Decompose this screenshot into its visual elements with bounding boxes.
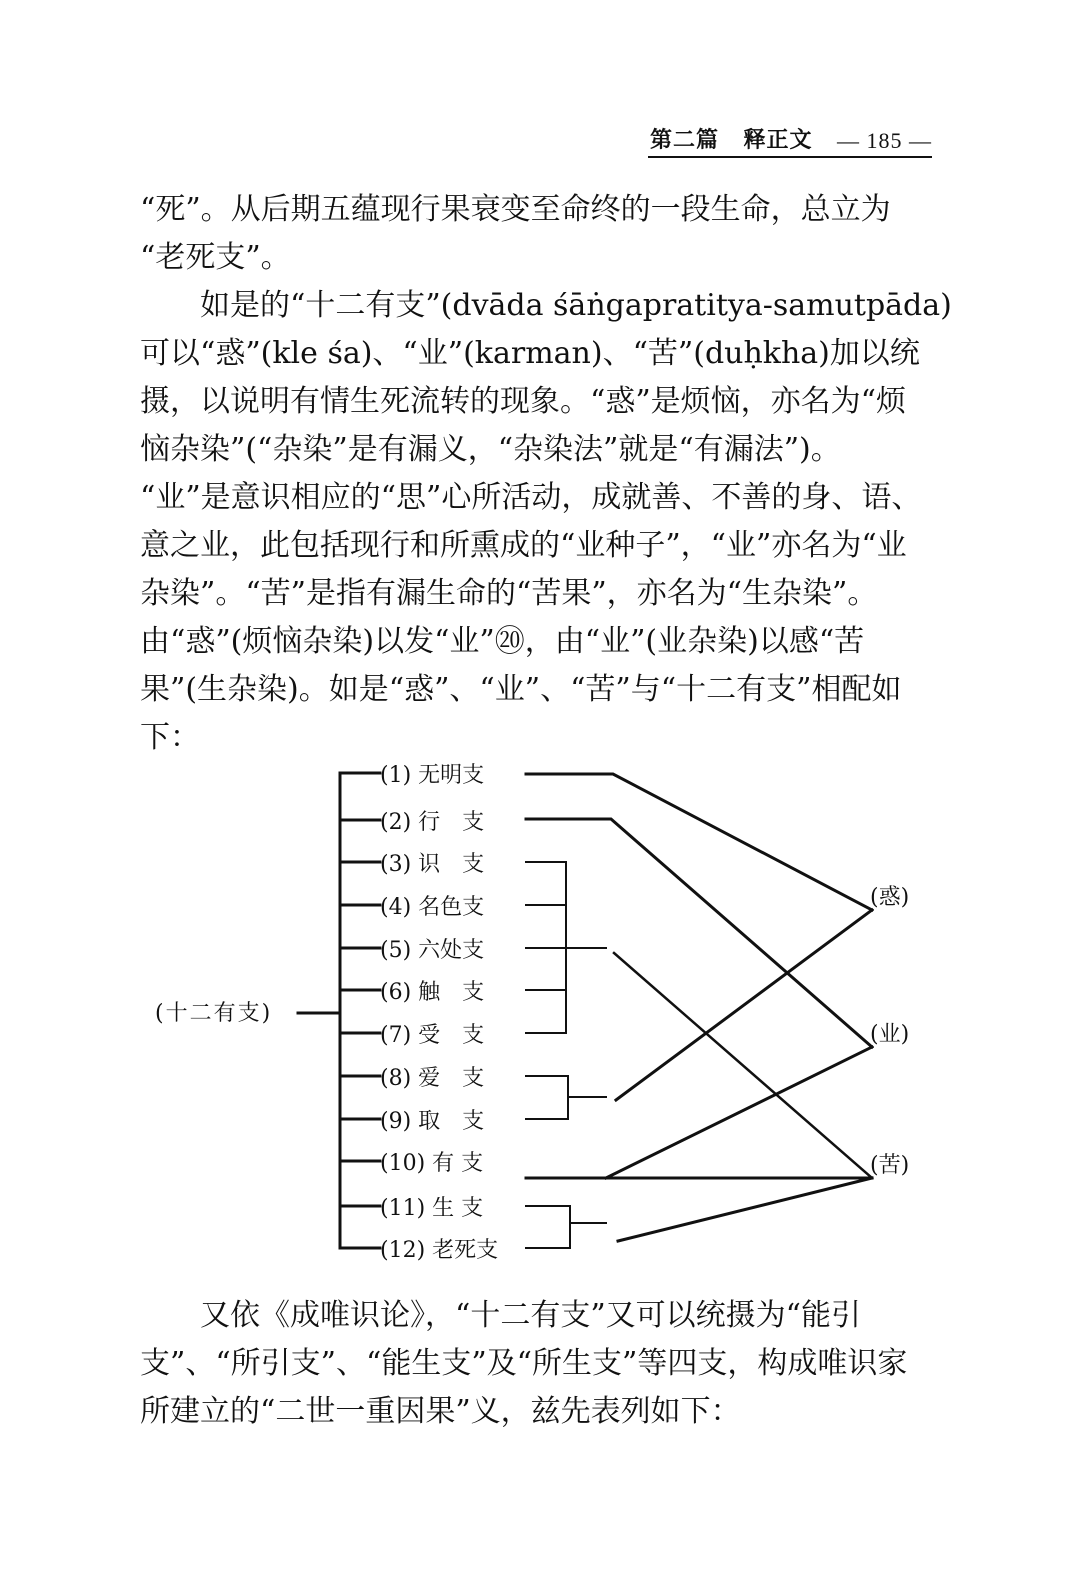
text-line: 如是的“十二有支”(dvāda śāṅgapratitya-samutpāda)	[200, 288, 952, 323]
text-line: “死”。从后期五蕴现行果衰变至命终的一段生命，总立为	[140, 192, 891, 227]
running-head	[650, 124, 932, 154]
branch-1: (1) 无明支	[380, 763, 485, 788]
target-ku: (苦)	[870, 1153, 910, 1178]
text-line: 可以“惑”(kle śa)、“业”(karman)、“苦”(duḥkha)加以统	[140, 336, 920, 371]
branch-6: (6) 触 支	[380, 980, 485, 1005]
branch-4: (4) 名色支	[380, 895, 485, 920]
text-line: 由“惑”(烦恼杂染)以发“业”⑳，由“业”(业杂染)以感“苦	[140, 624, 865, 659]
branch-12: (12) 老死支	[380, 1238, 499, 1263]
branch-8: (8) 爱 支	[380, 1066, 485, 1091]
paragraph-3	[140, 1292, 932, 1436]
text-line: “老死支”。	[140, 240, 291, 275]
text-line: 恼杂染”(“杂染”是有漏义，“杂染法”就是“有漏法”)。	[140, 432, 841, 467]
branch-10: (10) 有 支	[380, 1151, 484, 1176]
text-line: 支”、“所引支”、“能生支”及“所生支”等四支，构成唯识家	[140, 1346, 908, 1381]
text-line: “业”是意识相应的“思”心所活动，成就善、不善的身、语、	[140, 480, 922, 515]
target-huo: (惑)	[870, 885, 910, 910]
text-line: 下：	[140, 720, 200, 755]
text-line: 摄，以说明有情生死流转的现象。“惑”是烦恼，亦名为“烦	[140, 384, 907, 419]
branch-9: (9) 取 支	[380, 1109, 485, 1134]
paragraph-2	[140, 282, 952, 762]
paragraph-1	[140, 186, 932, 282]
text-line: 果”(生杂染)。如是“惑”、“业”、“苦”与“十二有支”相配如	[140, 672, 902, 707]
target-ye: (业)	[870, 1022, 910, 1047]
branch-3: (3) 识 支	[380, 852, 485, 877]
running-head-part: 第二篇	[650, 127, 720, 153]
branch-2: (2) 行 支	[380, 810, 485, 835]
page-number: — 185 —	[837, 128, 932, 153]
branch-7: (7) 受 支	[380, 1023, 485, 1048]
header-rule	[648, 156, 932, 158]
running-head-section: 释正文	[743, 127, 813, 153]
text-line: 意之业，此包括现行和所熏成的“业种子”，“业”亦名为“业	[140, 528, 907, 563]
text-line: 所建立的“二世一重因果”义，兹先表列如下：	[140, 1394, 741, 1429]
text-line: 杂染”。“苦”是指有漏生命的“苦果”，亦名为“生杂染”。	[140, 576, 878, 611]
branch-11: (11) 生 支	[380, 1196, 484, 1221]
text-line: 又依《成唯识论》，“十二有支”又可以统摄为“能引	[200, 1298, 862, 1333]
branch-5: (5) 六处支	[380, 938, 485, 963]
diagram-root-label: (十二有支)	[155, 1001, 273, 1026]
